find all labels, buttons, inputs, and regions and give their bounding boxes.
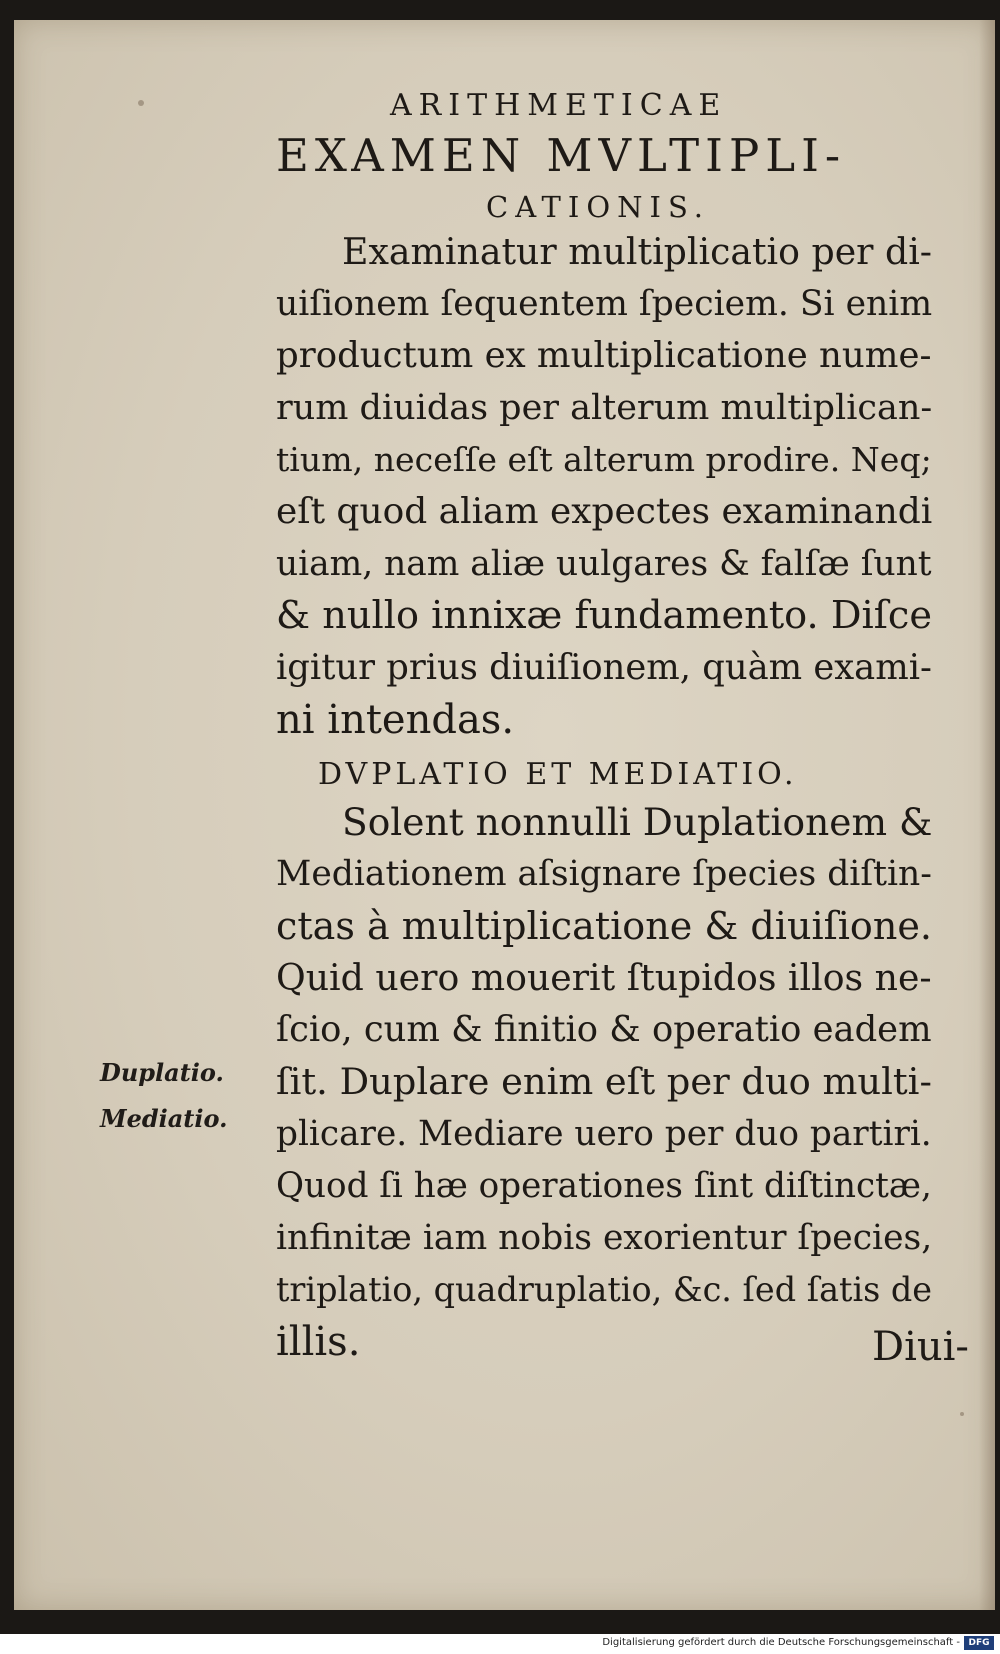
running-head: ARITHMETICAE	[390, 88, 728, 123]
text-line: plicare. Mediare uero per duo partiri.	[276, 1114, 932, 1154]
catchword: Diui-	[872, 1324, 969, 1370]
ink-spot	[138, 100, 144, 106]
text-line: rum diuidas per alterum multiplican-	[276, 388, 933, 428]
section-title-examen: EXAMEN MVLTIPLI-	[276, 129, 847, 182]
section-title-examen-continued: CATIONIS.	[486, 190, 711, 224]
text-line: Quod ſi hæ operationes ſint diſtinctæ,	[276, 1166, 932, 1206]
margin-note-mediatio: Mediatio.	[100, 1104, 228, 1133]
text-line: ni intendas.	[276, 697, 515, 743]
text-line: ſit. Duplare enim eſt per duo multi-	[276, 1060, 932, 1103]
text-line: uiam, nam aliæ uulgares & falſæ ſunt	[276, 544, 932, 584]
ink-spot	[960, 1412, 964, 1416]
text-line: infinitæ iam nobis exorientur ſpecies,	[276, 1218, 933, 1258]
text-line: ctas à multiplicatione & diuiſione.	[276, 904, 933, 948]
text-line: ſcio, cum & finitio & operatio eadem	[276, 1009, 932, 1050]
text-line: eſt quod aliam expectes examinandi	[276, 491, 933, 532]
dfg-logo: DFG	[964, 1636, 994, 1650]
text-line: Mediationem aſsignare ſpecies diſtin-	[276, 854, 932, 894]
section-title-duplatio: DVPLATIO ET MEDIATIO.	[318, 757, 798, 792]
margin-note-duplatio: Duplatio.	[100, 1058, 224, 1087]
text-line: productum ex multiplicatione nume-	[276, 335, 932, 376]
text-line: Quid uero mouerit ſtupidos illos ne-	[276, 956, 932, 999]
text-line: Examinatur multiplicatio per di-	[342, 230, 933, 273]
text-line: & nullo innixæ fundamento. Diſce	[276, 593, 932, 638]
text-line: Solent nonnulli Duplationem &	[342, 800, 933, 844]
text-line: uiſionem ſequentem ſpeciem. Si enim	[276, 284, 933, 324]
funding-credit: Digitalisierung gefördert durch die Deutsche Forschungsgemeinschaft -	[602, 1637, 960, 1648]
text-line: igitur prius diuiſionem, quàm exami-	[276, 647, 932, 688]
text-line: illis.	[276, 1319, 361, 1365]
text-line: tium, neceſſe eſt alterum prodire. Neq;	[276, 440, 932, 479]
page-edge-shadow	[979, 20, 995, 1610]
text-line: triplatio, quadruplatio, &c. ſed ſatis de	[276, 1270, 933, 1309]
